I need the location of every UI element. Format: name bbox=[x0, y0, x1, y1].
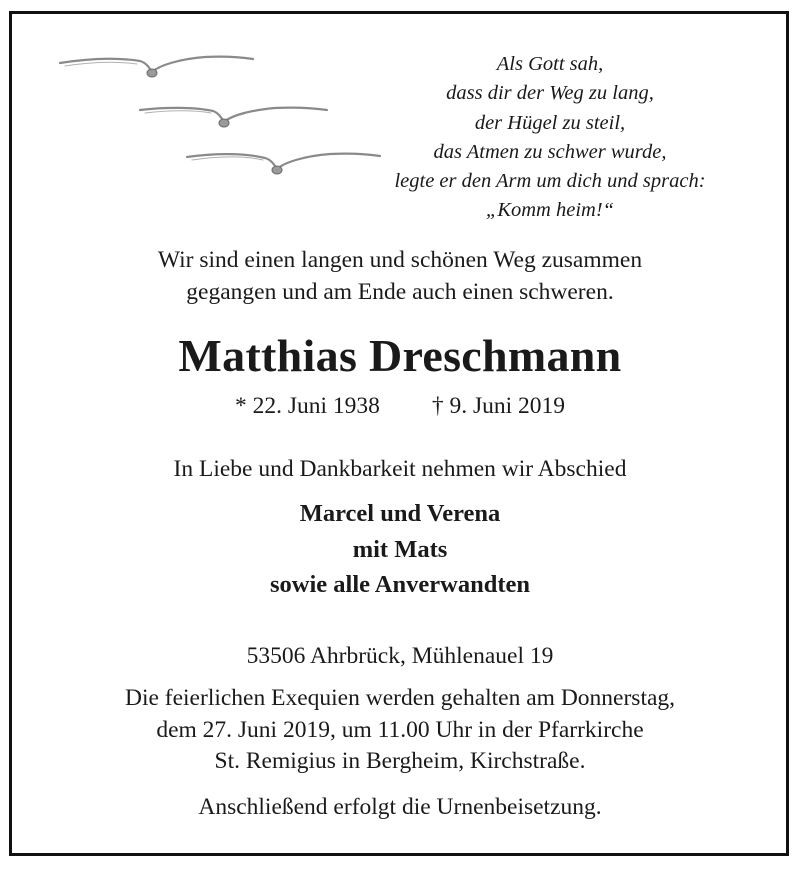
mourner-line: sowie alle Anverwandten bbox=[270, 571, 530, 598]
mourners-list bbox=[0, 496, 800, 603]
service-line: St. Remigius in Bergheim, Kirchstraße. bbox=[214, 748, 586, 774]
burial-note: Anschließend erfolgt die Urnenbeisetzung. bbox=[198, 794, 602, 820]
mourner-line: Marcel und Verena bbox=[299, 500, 501, 527]
intro-text bbox=[0, 244, 800, 308]
family-address: 53506 Ahrbrück, Mühlenauel 19 bbox=[246, 643, 554, 669]
poem-line: legte er den Arm um dich und sprach: bbox=[394, 170, 706, 193]
intro-line: gegangen und am Ende auch einen schweren. bbox=[186, 279, 614, 305]
service-line: dem 27. Juni 2019, um 11.00 Uhr in der Pfarrkirche bbox=[156, 716, 644, 743]
deceased-name: Matthias Dreschmann bbox=[178, 330, 622, 381]
poem-verse bbox=[345, 50, 755, 226]
service-details bbox=[0, 683, 800, 778]
poem-line: der Hügel zu steil, bbox=[474, 111, 626, 134]
poem-line: das Atmen zu schwer wurde, bbox=[433, 140, 667, 163]
mourner-line: mit Mats bbox=[352, 535, 448, 563]
intro-line: Wir sind einen langen und schönen Weg zusammen bbox=[157, 247, 643, 273]
service-line: Die feierlichen Exequien werden gehalten am Donnerstag, bbox=[124, 685, 676, 711]
death-date: † 9. Juni 2019 bbox=[431, 393, 566, 419]
life-dates bbox=[0, 391, 800, 421]
poem-line: dass dir der Weg zu lang, bbox=[446, 82, 654, 105]
birds-illustration bbox=[55, 45, 395, 190]
poem-line: „Komm heim!“ bbox=[485, 199, 615, 222]
flying-bird-icon bbox=[60, 57, 253, 77]
poem-line: Als Gott sah, bbox=[496, 53, 604, 75]
birth-date: * 22. Juni 1938 bbox=[234, 393, 380, 419]
flying-bird-icon bbox=[140, 108, 327, 127]
farewell-text: In Liebe und Dankbarkeit nehmen wir Abschied bbox=[173, 456, 627, 482]
